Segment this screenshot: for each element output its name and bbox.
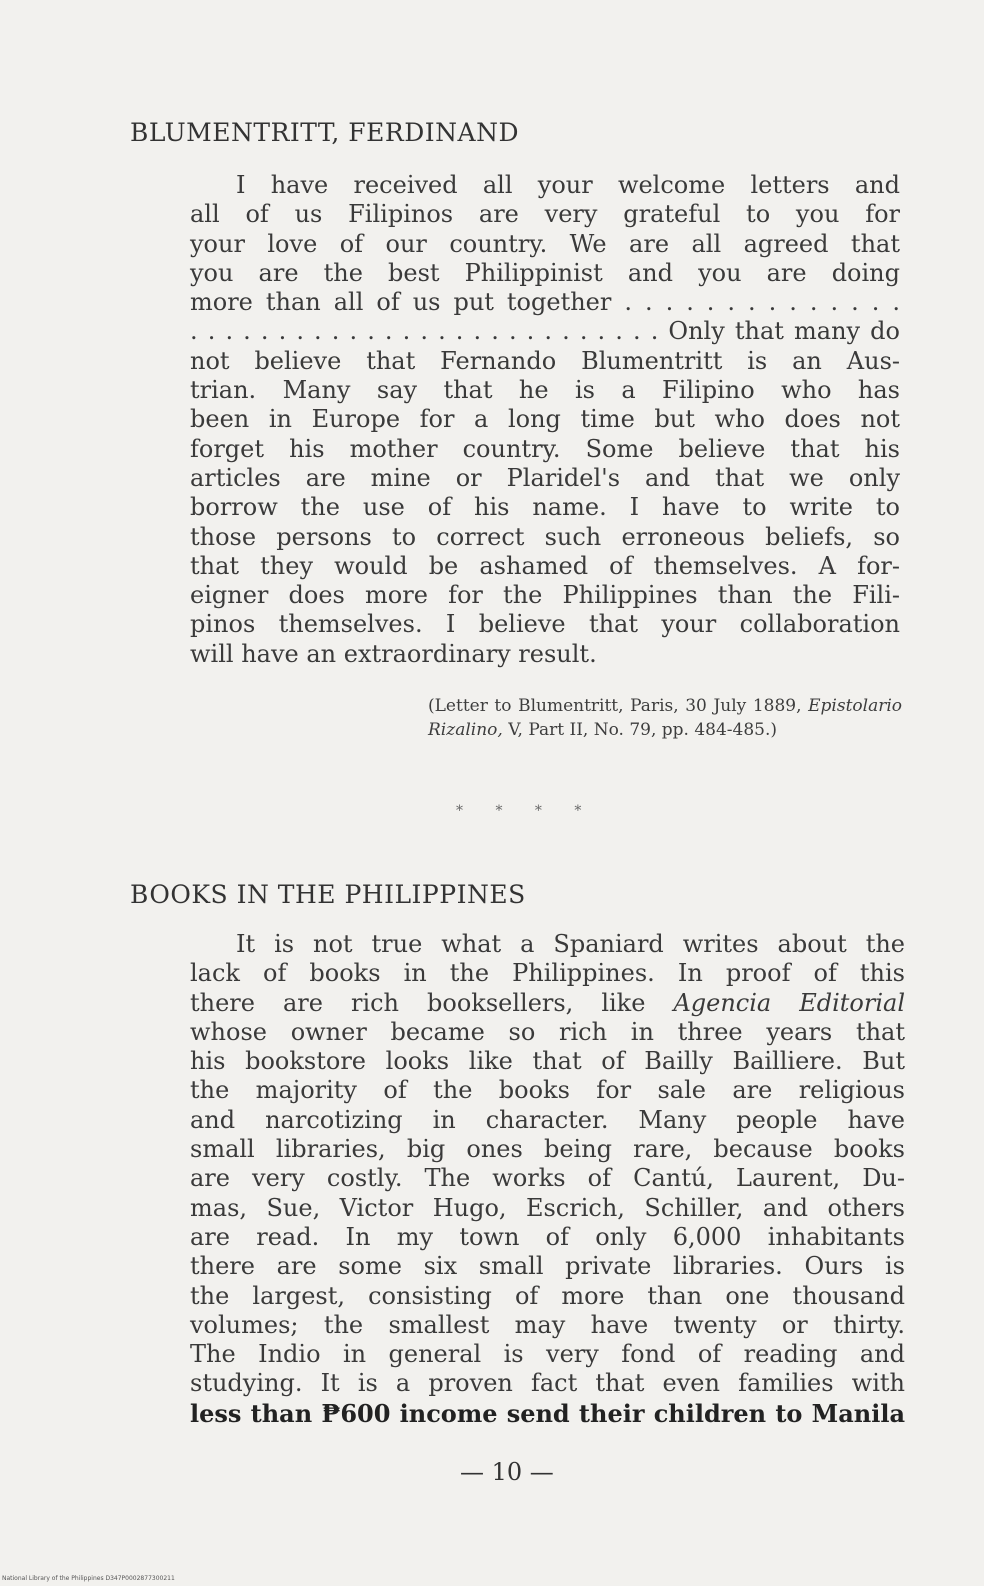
text-line: borrow the use of his name. I have to write to	[190, 493, 900, 522]
text-line: the majority of the books for sale are religious	[190, 1076, 905, 1105]
text-line: there are some six small private libraries. Ours is	[190, 1252, 905, 1281]
text-line: more than all of us put together . . . . . . . . . . . . . .	[190, 288, 900, 317]
text-line: whose owner became so rich in three years that	[190, 1017, 905, 1046]
text-line: been in Europe for a long time but who does not	[190, 405, 900, 434]
text-line: and narcotizing in character. Many people have	[190, 1105, 905, 1134]
text-line: all of us Filipinos are very grateful to you for	[190, 200, 900, 229]
text-line: there are rich booksellers, like Agencia Editorial	[190, 988, 906, 1017]
text-line: volumes; the smallest may have twenty or thirty.	[190, 1310, 905, 1339]
section-heading-books: BOOKS IN THE PHILIPPINES	[130, 880, 526, 909]
text-line: small libraries, big ones being rare, because books	[190, 1135, 905, 1164]
text-line: his bookstore looks like that of Bailly Bailliere. But	[190, 1047, 905, 1076]
text-line: lack of books in the Philippines. In proof of this	[190, 959, 905, 988]
text-line: studying. It is a proven fact that even families with	[190, 1369, 905, 1398]
text-line: It is not true what a Spaniard writes about the	[236, 930, 905, 958]
section-heading-blumentritt: BLUMENTRITT, FERDINAND	[130, 118, 519, 147]
text-line: . . . . . . . . . . . . . . . . . . . . . . . . . . . Only that many do	[190, 317, 900, 346]
text-line: are very costly. The works of Cantú, Laurent, Du-	[190, 1164, 905, 1193]
text-line: will have an extraordinary result.	[190, 639, 597, 668]
citation-ref: V, Part II, No. 79, pp. 484-485.)	[508, 720, 778, 740]
section-separator: * * * *	[456, 803, 596, 819]
text-line: trian. Many say that he is a Filipino who has	[190, 376, 900, 405]
text-line: eigner does more for the Philippines than the Fili-	[190, 581, 900, 610]
text-line: you are the best Philippinist and you are doing	[190, 258, 900, 287]
scan-footer: National Library of the Philippines D347P0002877300211	[2, 1575, 175, 1582]
text-line: forget his mother country. Some believe that his	[190, 434, 900, 463]
text-line: less than ₱600 income send their children to Manila	[190, 1398, 905, 1428]
text-line: the largest, consisting of more than one thousand	[190, 1281, 905, 1310]
citation	[428, 694, 902, 742]
page-number: — 10 —	[460, 1458, 554, 1486]
books-paragraph	[190, 930, 905, 1428]
text-line: that they would be ashamed of themselves. A for-	[190, 551, 900, 580]
citation-title: Epistolario Rizalino,	[428, 696, 902, 740]
text-line: your love of our country. We are all agreed that	[190, 229, 900, 258]
text-line: I have received all your welcome letters and	[236, 171, 900, 199]
agencia-editorial: Agencia Editorial	[673, 988, 906, 1017]
text-line: those persons to correct such erroneous beliefs, so	[190, 522, 900, 551]
citation-text: (Letter to Blumentritt, Paris, 30 July 1889,	[428, 696, 802, 716]
text-line: not believe that Fernando Blumentritt is an Aus-	[190, 346, 900, 375]
text-line: are read. In my town of only 6,000 inhabitants	[190, 1222, 905, 1251]
text-line: mas, Sue, Victor Hugo, Escrich, Schiller, and others	[190, 1193, 905, 1222]
letter-paragraph	[190, 171, 900, 669]
text-line: The Indio in general is very fond of reading and	[190, 1340, 905, 1369]
text-line: articles are mine or Plaridel's and that we only	[190, 463, 900, 492]
text-line: pinos themselves. I believe that your collaboration	[190, 610, 900, 639]
